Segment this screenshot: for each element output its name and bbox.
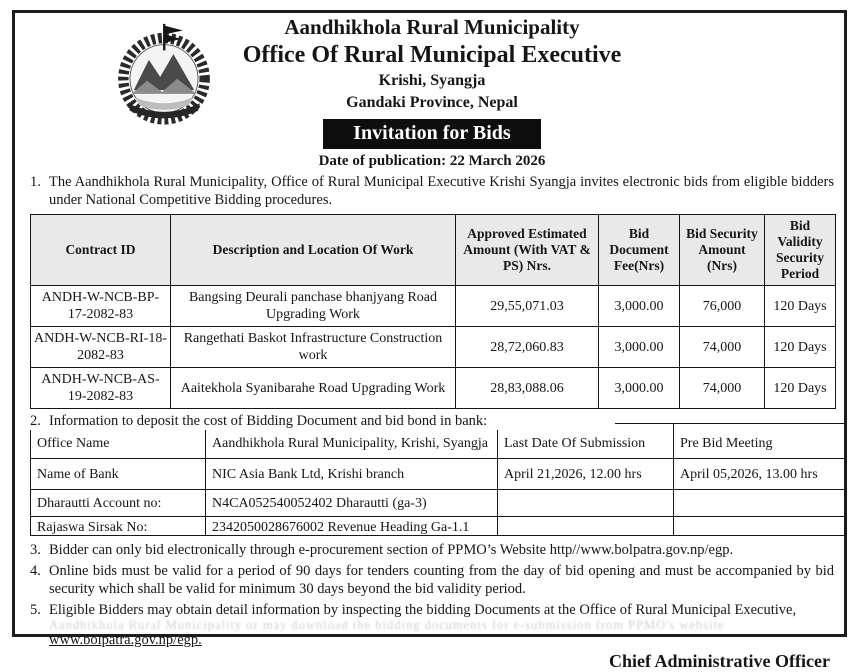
col-header-contract-id: Contract ID — [31, 215, 171, 286]
cell-description: Bangsing Deurali panchase bhanjyang Road Upgrading Work — [171, 286, 456, 327]
address-line-2: Gandaki Province, Nepal — [346, 94, 518, 111]
cell-description: Aaitekhola Syanibarahe Road Upgrading Work — [171, 368, 456, 409]
clause-text: Information to deposit the cost of Bidding Document and bid bond in bank: — [49, 413, 488, 429]
clause-text — [49, 601, 834, 649]
nepal-emblem-icon — [105, 22, 223, 126]
clause-5-text: Eligible Bidders may obtain detail information by inspecting the bidding Documents at the Office of Rural Municipal Executive, — [49, 602, 797, 618]
bid-table — [30, 214, 836, 409]
bid-table-row — [31, 368, 836, 409]
cell-validity-period: 120 Days — [765, 286, 836, 327]
clause-number: 2. — [30, 413, 41, 429]
cell-estimated-amount: 28,83,088.06 — [456, 368, 599, 409]
cell-dharautti-account: N4CA052540052402 Dharautti (ga-3) — [206, 490, 498, 517]
cell-bid-security: 74,000 — [680, 368, 765, 409]
bolpatra-link[interactable]: www.bolpatra.gov.np/egp. — [49, 632, 202, 648]
cell-office-name-value: Aandhikhola Rural Municipality, Krishi, Syangja — [206, 424, 498, 459]
clause-4 — [30, 562, 834, 598]
cell-bank-name-label: Name of Bank — [31, 459, 206, 490]
faded-print-line: Aandhikhola Rural Municipality or may download the bidding documents for e-submission from PPMO's website — [49, 618, 725, 632]
clause-5 — [30, 601, 834, 649]
cell-dharautti-label: Dharautti Account no: — [31, 490, 206, 517]
signature-title: Chief Administrative Officer — [609, 651, 830, 671]
cell-validity-period: 120 Days — [765, 327, 836, 368]
cell-pre-bid-meeting: Pre Bid Meeting — [674, 424, 846, 459]
cell-bank-name-value: NIC Asia Bank Ltd, Krishi branch — [206, 459, 498, 490]
bid-table-row — [31, 327, 836, 368]
col-header-bid-security: Bid Security Amount (Nrs) — [680, 215, 765, 286]
col-header-validity-period: Bid Validity Security Period — [765, 215, 836, 286]
cell-meeting-datetime: April 05,2026, 13.00 hrs — [674, 459, 846, 490]
cell-description: Rangethati Baskot Infrastructure Construction work — [171, 327, 456, 368]
clause-text: Online bids must be valid for a period of 90 days for tenders counting from the day of bid opening and must be accompanied by bid security which shall be valid for minimum 30 days beyond the bid validity period. — [49, 563, 834, 597]
clause-number: 5. — [30, 602, 41, 618]
publication-date: Date of publication: 22 March 2026 — [318, 153, 546, 169]
clause-text: The Aandhikhola Rural Municipality, Office of Rural Municipal Executive Krishi Syangja invites electronic bids from eligible bidders under National Competitive Bidding procedures. — [49, 174, 834, 208]
cell-rajaswa-number: 2342050028676002 Revenue Heading Ga-1.1 — [206, 517, 498, 536]
bank-table-row — [31, 459, 846, 490]
cell-estimated-amount: 28,72,060.83 — [456, 327, 599, 368]
invitation-banner: Invitation for Bids — [323, 119, 540, 149]
cell-submission-datetime: April 21,2026, 12.00 hrs — [498, 459, 674, 490]
cell-contract-id: ANDH-W-NCB-BP-17-2082-83 — [31, 286, 171, 327]
cell-last-date-of-submission: Last Date Of Submission — [498, 424, 674, 459]
bid-table-header-row — [31, 215, 836, 286]
clause-2 — [30, 412, 615, 430]
bank-table-row — [31, 517, 846, 536]
office-name: Office Of Rural Municipal Executive — [242, 42, 622, 68]
address-line-1: Krishi, Syangja — [378, 72, 486, 89]
cell-empty — [498, 517, 674, 536]
cell-office-name-label: Office Name — [31, 424, 206, 459]
cell-document-fee: 3,000.00 — [599, 368, 680, 409]
cell-empty — [674, 490, 846, 517]
cell-bid-security: 74,000 — [680, 327, 765, 368]
bid-table-row — [31, 286, 836, 327]
org-name: Aandhikhola Rural Municipality — [284, 15, 580, 39]
col-header-estimated-amount: Approved Estimated Amount (With VAT & PS) Nrs. — [456, 215, 599, 286]
cell-document-fee: 3,000.00 — [599, 327, 680, 368]
clause-number: 1. — [30, 174, 41, 190]
cell-contract-id: ANDH-W-NCB-RI-18-2082-83 — [31, 327, 171, 368]
cell-contract-id: ANDH-W-NCB-AS-19-2082-83 — [31, 368, 171, 409]
cell-estimated-amount: 29,55,071.03 — [456, 286, 599, 327]
cell-validity-period: 120 Days — [765, 368, 836, 409]
col-header-description: Description and Location Of Work — [171, 215, 456, 286]
cell-empty — [674, 517, 846, 536]
clause-number: 4. — [30, 563, 41, 579]
clause-number: 3. — [30, 542, 41, 558]
clause-1 — [30, 173, 834, 209]
bank-table-row — [31, 490, 846, 517]
cell-document-fee: 3,000.00 — [599, 286, 680, 327]
cell-bid-security: 76,000 — [680, 286, 765, 327]
col-header-document-fee: Bid Document Fee(Nrs) — [599, 215, 680, 286]
bank-info-table — [30, 423, 846, 536]
cell-empty — [498, 490, 674, 517]
clause-text: Bidder can only bid electronically through e-procurement section of PPMO’s Website http//www.bolpatra.gov.np/egp. — [49, 542, 734, 558]
municipality-logo — [105, 22, 223, 126]
clause-3 — [30, 541, 834, 559]
cell-rajaswa-label: Rajaswa Sirsak No: — [31, 517, 206, 536]
